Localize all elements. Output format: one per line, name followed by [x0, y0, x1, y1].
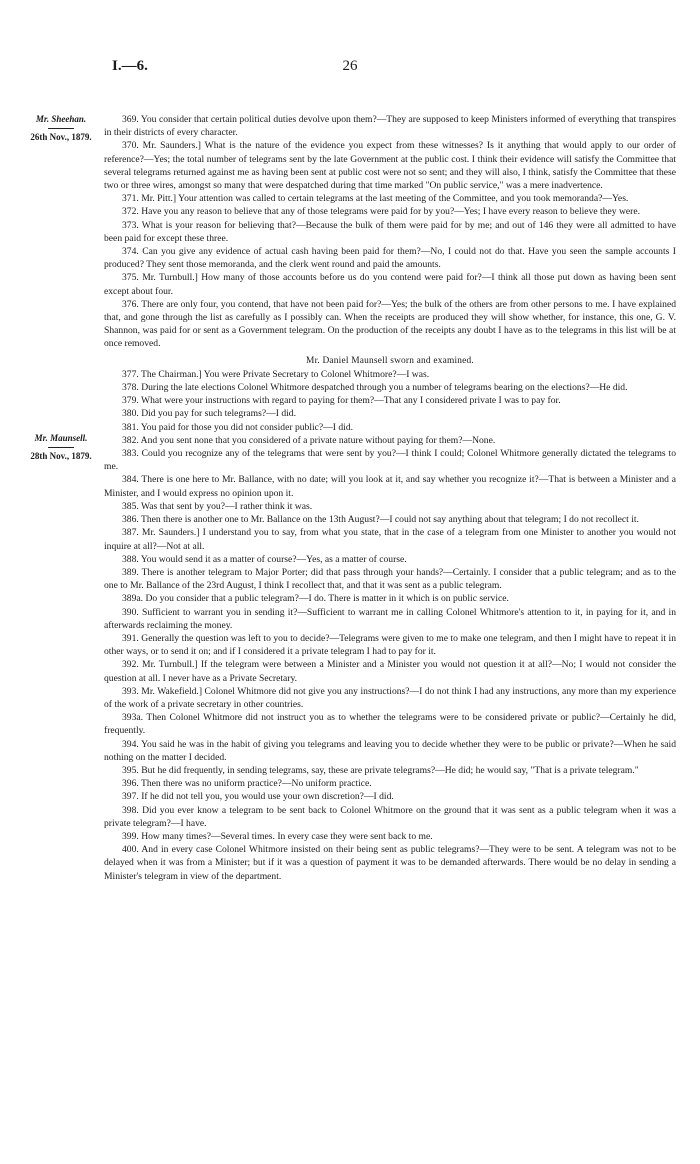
- evidence-paragraph: 373. What is your reason for believing that?—Because the bulk of them were paid for by me; and out of 146 they were all admitted to have been paid for except these three.: [104, 219, 676, 244]
- evidence-paragraph: 371. Mr. Pitt.] Your attention was called to certain telegrams at the last meeting of the Committee, and you took memoranda?—Yes.: [122, 193, 629, 205]
- evidence-paragraph: 393a. Then Colonel Whitmore did not instruct you as to whether the telegrams were to be considered private or public?—Certainly he did, frequently.: [104, 712, 676, 737]
- evidence-paragraph: 399. How many times?—Several times. In every case they were sent back to me.: [122, 830, 433, 842]
- evidence-paragraph: 378. During the late elections Colonel Whitmore despatched through you a number of telegrams bearing on the elections?—He did.: [122, 382, 628, 394]
- evidence-paragraph: 377. The Chairman.] You were Private Secretary to Colonel Whitmore?—I was.: [122, 368, 430, 380]
- evidence-paragraph: 374. Can you give any evidence of actual cash having been paid for them?—No, I could not do that. Have you seen the sample accounts I produced? They sent those memoranda, and the clerk went round and paid the amounts.: [104, 246, 676, 271]
- evidence-paragraph: 376. There are only four, you contend, that have not been paid for?—Yes; the bulk of the others are from other persons to me. I have explained that, and gone through the list as carefully as I possibly can. When the receipts are produced they will show whether, for instance, this one, G. V. Shannon, was paid for or sent as a Government telegram. On the production of the receipts any doubt I have as to the telegrams in this list will be at once removed.: [104, 298, 676, 350]
- evidence-paragraph: 379. What were your instructions with regard to paying for them?—That any I considered private I was to pay for.: [122, 395, 561, 407]
- margin-date: 28th Nov., 1879.: [30, 451, 92, 461]
- margin-note-maunsell: [22, 432, 100, 463]
- evidence-paragraph: 396. Then there was no uniform practice?—No uniform practice.: [122, 778, 372, 790]
- evidence-column: [104, 113, 676, 883]
- evidence-paragraph: 389. There is another telegram to Major Porter; did that pass through your hands?—Certainly. I consider that a public telegram; and as to the one to Mr. Ballance of the 23rd August, I think I recollect that, and that it was sent as a public telegram.: [104, 566, 676, 592]
- evidence-paragraph: 391. Generally the question was left to you to decide?—Telegrams were given to me to make one telegram, and then I might have to repeat it in other ways, or to send it on; and if I considered it a private telegram I had to pay for it.: [104, 632, 676, 658]
- margin-witness-name: Mr. Maunsell.: [34, 433, 88, 443]
- evidence-paragraph: 389a. Do you consider that a public telegram?—I do. There is matter in it which is on public service.: [122, 593, 509, 605]
- margin-rule: [48, 128, 74, 129]
- evidence-paragraph: 387. Mr. Saunders.] I understand you to say, from what you state, that in the case of a telegram from one Minister to another you would not inquire at all?—Not at all.: [104, 527, 676, 552]
- evidence-paragraph: 380. Did you pay for such telegrams?—I did.: [122, 408, 296, 420]
- evidence-paragraph: 386. Then there is another one to Mr. Ballance on the 13th August?—I could not say anything about that telegram; I do not recollect it.: [122, 514, 639, 526]
- evidence-paragraph: 381. You paid for those you did not consider public?—I did.: [122, 421, 354, 433]
- evidence-paragraph: 392. Mr. Turnbull.] If the telegram were between a Minister and a Minister you would not question it at all?—No; I would not consider the question at all. I never have as a Private Secretary.: [104, 659, 676, 684]
- witness-heading: Mr. Daniel Maunsell sworn and examined.: [306, 355, 474, 366]
- margin-witness-name: Mr. Sheehan.: [35, 114, 87, 124]
- evidence-paragraph: 398. Did you ever know a telegram to be sent back to Colonel Whitmore on the ground that it was sent as a public telegram when it was a private telegram?—I have.: [104, 804, 676, 829]
- margin-rule: [48, 447, 74, 448]
- evidence-paragraph: 390. Sufficient to warrant you in sending it?—Sufficient to warrant me in calling Colonel Whitmore's attention to it, in paying for it, and in afterwards reclaiming the money.: [104, 606, 676, 631]
- evidence-paragraph: 369. You consider that certain political duties devolve upon them?—They are supposed to keep Ministers informed of everything that transpires in their districts of every character.: [104, 114, 676, 139]
- evidence-paragraph: 400. And in every case Colonel Whitmore insisted on their being sent as public telegrams?—They were to be sent. A telegram was not to be delayed when it was from a Minister; but if it was a question of payment it was to be demanded afterwards. There would be no delay in sending a Minister's telegram in view of the department.: [104, 844, 676, 882]
- evidence-paragraph: 372. Have you any reason to believe that any of those telegrams were paid for by you?—Yes; I have every reason to believe they were.: [122, 206, 640, 218]
- evidence-paragraph: 388. You would send it as a matter of course?—Yes, as a matter of course.: [122, 553, 407, 565]
- evidence-paragraph: 397. If he did not tell you, you would use your own discretion?—I did.: [122, 791, 394, 803]
- evidence-paragraph: 385. Was that sent by you?—I rather think it was.: [122, 500, 313, 512]
- page-header: [0, 58, 700, 78]
- paper-reference: I.—6.: [112, 58, 148, 74]
- evidence-paragraph: 375. Mr. Turnbull.] How many of those accounts before us do you contend were paid for?—I think all those put down as having been sent except about four.: [104, 272, 676, 297]
- evidence-paragraph: 382. And you sent none that you considered of a private nature without paying for them?—None.: [122, 434, 496, 446]
- page-number: 26: [342, 58, 358, 74]
- evidence-paragraph: 394. You said he was in the habit of giving you telegrams and leaving you to decide whether they were to be public or private?—When he said nothing on the matter I decided.: [104, 738, 676, 763]
- evidence-paragraph: 370. Mr. Saunders.] What is the nature of the evidence you expect from these witnesses? Is it anything that would apply to our order of reference?—Yes; the total number of telegrams sent by the late Government at the public cost. I think their evidence will satisfy the Committee that several telegrams returned against me as having been sent at public cost were not so sent; and they will also, I think, satisfy the Committee that these two or three wires, amongst so many that were despatched during that time marked "On public service," was a mere inadvertence.: [104, 140, 676, 192]
- evidence-paragraph: 393. Mr. Wakefield.] Colonel Whitmore did not give you any instructions?—I do not think I had any instructions, any more than my experience of the work of a private secretary in other countries.: [104, 685, 676, 710]
- margin-date: 26th Nov., 1879.: [30, 132, 92, 142]
- margin-note-sheehan: [22, 113, 100, 144]
- evidence-paragraph: 383. Could you recognize any of the telegrams that were sent by you?—I think I could; Colonel Whitmore generally dictated the telegrams to me.: [104, 448, 676, 473]
- evidence-paragraph: 395. But he did frequently, in sending telegrams, say, these are private telegrams?—He did; he would say, "That is a private telegram.": [122, 764, 639, 776]
- evidence-paragraph: 384. There is one here to Mr. Ballance, with no date; will you look at it, and say whether you recognize it?—That is between a Minister and a Minister, and I would express no opinion upon it.: [104, 474, 676, 499]
